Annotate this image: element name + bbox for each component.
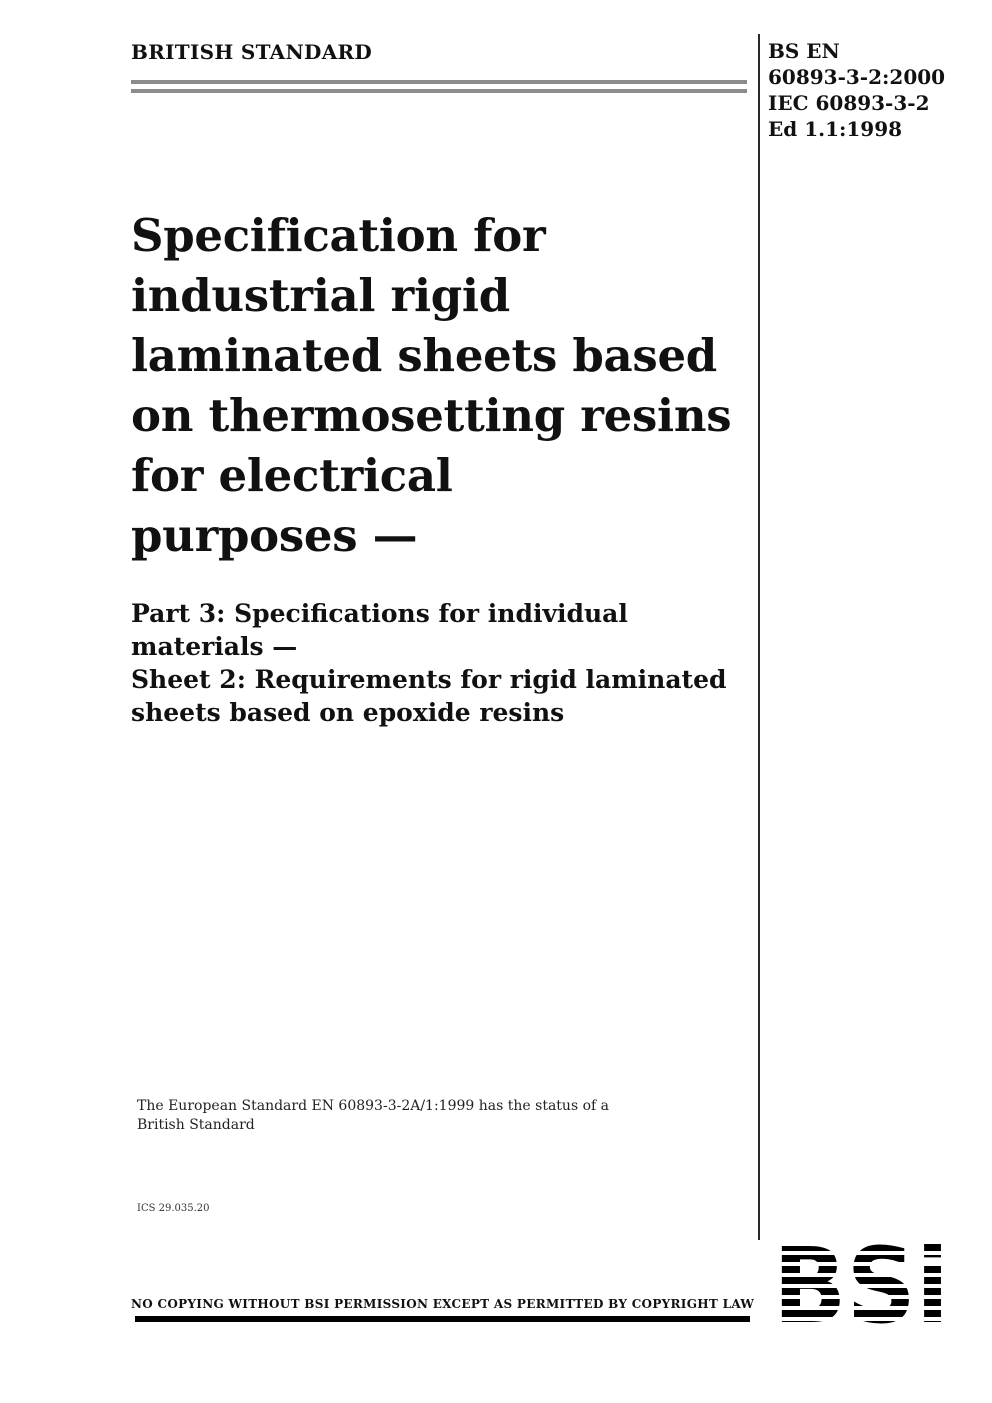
- bsi-logo: [773, 1244, 949, 1324]
- title-line: laminated sheets based: [131, 329, 717, 382]
- document-subtitle: [131, 597, 751, 729]
- standard-id-line: BS EN: [768, 39, 840, 63]
- title-line: industrial rigid: [131, 269, 510, 322]
- title-line: Specification for: [131, 209, 546, 262]
- title-line: on thermosetting resins: [131, 389, 732, 442]
- subtitle-line: sheets based on epoxide resins: [131, 698, 565, 727]
- document-title: [131, 206, 747, 566]
- copyright-notice: NO COPYING WITHOUT BSI PERMISSION EXCEPT AS PERMITTED BY COPYRIGHT LAW: [131, 1297, 755, 1311]
- header-rule-top: [131, 80, 747, 84]
- title-line: purposes —: [131, 509, 418, 562]
- status-note-line: The European Standard EN 60893-3-2A/1:1999 has the status of a: [137, 1098, 609, 1114]
- status-note-line: British Standard: [137, 1117, 255, 1133]
- ics-code: ICS 29.035.20: [137, 1203, 210, 1214]
- standard-id-line: IEC 60893-3-2: [768, 91, 930, 115]
- status-note: [137, 1097, 609, 1135]
- header-rule-bottom: [131, 89, 747, 93]
- standard-id-line: 60893-3-2:2000: [768, 65, 946, 89]
- subtitle-line: materials —: [131, 632, 298, 661]
- subtitle-line: Sheet 2: Requirements for rigid laminated: [131, 665, 727, 694]
- standard-id-line: Ed 1.1:1998: [768, 117, 903, 141]
- document-type-label: BRITISH STANDARD: [131, 40, 373, 64]
- standard-identifiers: [768, 38, 945, 142]
- subtitle-line: Part 3: Specifications for individual: [131, 599, 628, 628]
- title-line: for electrical: [131, 449, 453, 502]
- vertical-divider: [758, 34, 760, 1240]
- footer-rule: [135, 1316, 750, 1322]
